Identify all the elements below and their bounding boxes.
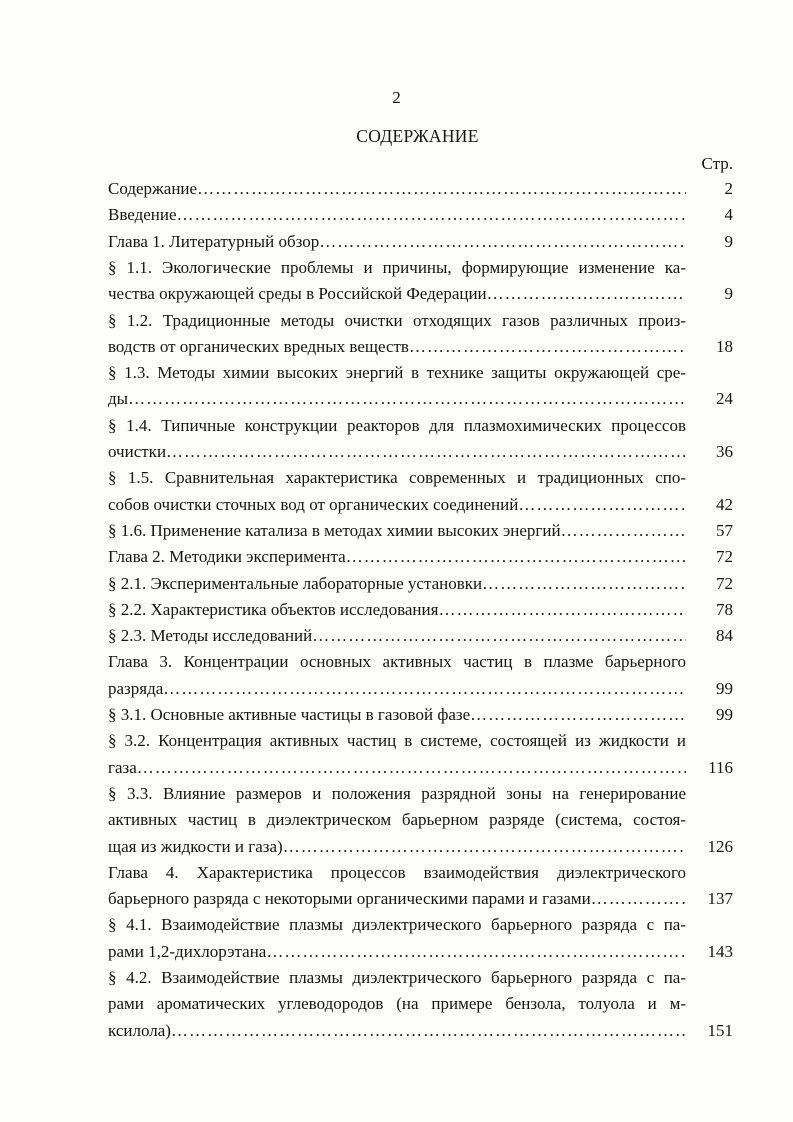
toc-line-text: водств от органических вредных веществ (108, 336, 409, 356)
toc-line-text: Глава 1. Литературный обзор (108, 231, 320, 251)
toc-leader-dots (487, 283, 686, 305)
toc-line-text: барьерного разряда с некоторыми органическими парами и газами (108, 889, 591, 909)
toc-page-number: 9 (724, 284, 733, 304)
toc-line: § 1.3. Методы химии высоких энергий в технике защиты окружающей сре- (108, 363, 686, 383)
toc-line: § 1.4. Типичные конструкции реакторов для плазмохимических процессов (108, 415, 686, 435)
toc-page-number: 9 (724, 231, 733, 251)
toc-page-number: 143 (707, 941, 733, 961)
page-title: СОДЕРЖАНИЕ (356, 126, 479, 146)
toc-page-number: 24 (716, 389, 733, 409)
toc-leader-dots (128, 388, 686, 410)
toc-line (108, 888, 686, 910)
toc-page-number: 151 (707, 1020, 733, 1040)
toc-line-text: Введение (108, 205, 177, 225)
toc-page-number: 72 (716, 573, 733, 593)
toc-leader-dots (561, 520, 686, 542)
toc-leader-dots (518, 494, 686, 516)
toc-leader-dots (319, 231, 686, 253)
toc-line (108, 204, 686, 226)
toc-line-text: ды (108, 389, 129, 409)
toc-line-text: § 1.6. Применение катализа в методах химии высоких энергий (108, 520, 561, 540)
toc-line (108, 178, 686, 200)
toc-leader-dots (312, 625, 686, 647)
toc-leader-dots (438, 599, 686, 621)
toc-page-number: 57 (716, 520, 733, 540)
toc-line (108, 625, 686, 647)
toc-line: § 1.1. Экологические проблемы и причины, формирующие изменение ка- (108, 257, 686, 277)
toc-page-number: 78 (716, 599, 733, 619)
toc-page-number: 42 (716, 494, 733, 514)
toc-line: § 4.2. Взаимодействие плазмы диэлектрического барьерного разряда с па- (108, 968, 686, 987)
toc-line (108, 336, 686, 358)
toc-line (108, 704, 686, 726)
toc-page-number: 2 (724, 179, 733, 198)
toc-line: § 1.2. Традиционные методы очистки отходящих газов различных произ- (108, 310, 686, 330)
toc-line: § 3.3. Влияние размеров и положения разрядной зоны на генерирование (108, 783, 686, 803)
toc-page-number: 36 (716, 442, 733, 461)
toc-leader-dots (346, 546, 686, 568)
toc-line: Глава 4. Характеристика процессов взаимодействия диэлектрического (108, 862, 686, 882)
toc-leader-dots (163, 678, 686, 700)
toc-line-text: щая из жидкости и газа) (108, 836, 283, 856)
toc-line-text: газа (108, 757, 137, 777)
toc-line: § 4.1. Взаимодействие плазмы диэлектрического барьерного разряда с па- (108, 915, 686, 935)
toc-line-text: § 2.3. Методы исследований (108, 626, 313, 646)
toc-line (108, 573, 686, 595)
toc-leader-dots (266, 941, 686, 963)
toc-line-text: § 2.2. Характеристика объектов исследования (108, 599, 439, 619)
toc-line: § 3.2. Концентрация активных частиц в системе, состоящей из жидкости и (108, 731, 686, 751)
toc-line (108, 520, 686, 542)
toc-line (108, 283, 686, 305)
toc-leader-dots (177, 204, 686, 226)
toc-line (108, 546, 686, 568)
toc-leader-dots (409, 336, 686, 358)
toc-page-number: 18 (716, 336, 733, 356)
toc-leader-dots (591, 888, 686, 910)
toc-line-text: чества окружающей среды в Российской Федерации (108, 284, 487, 304)
toc-line (108, 1020, 686, 1042)
toc-line-text: разряда (108, 678, 164, 698)
toc-line (108, 941, 686, 963)
toc-line: активных частиц в диэлектрическом барьерном разряде (система, состоя- (108, 810, 686, 830)
toc-line (108, 678, 686, 700)
toc-line (108, 388, 686, 410)
toc-page-number: 116 (708, 757, 733, 777)
toc-line: Глава 3. Концентрации основных активных частиц в плазме барьерного (108, 652, 686, 672)
toc-line: рами ароматических углеводородов (на примере бензола, толуола и м- (108, 994, 686, 1014)
toc-line-text: Глава 2. Методики эксперимента (108, 547, 346, 567)
toc-line (108, 836, 686, 858)
toc-line (108, 231, 686, 253)
toc-line-text: очистки (108, 442, 167, 461)
toc-page-number: 99 (716, 678, 733, 698)
toc-page-number: 126 (707, 836, 733, 856)
toc-leader-dots (197, 178, 686, 200)
toc-leader-dots (482, 573, 686, 595)
toc-page-number: 4 (724, 205, 733, 225)
toc-line (108, 599, 686, 621)
toc-leader-dots (166, 441, 686, 463)
toc-line (108, 494, 686, 516)
toc-line (108, 441, 686, 463)
toc-line (108, 757, 686, 779)
toc-line: § 1.5. Сравнительная характеристика современных и традиционных спо- (108, 468, 686, 488)
toc-line-text: собов очистки сточных вод от органических соединений (108, 494, 519, 514)
page-column-header: Стр. (701, 154, 733, 173)
toc-page-number: 137 (707, 889, 733, 909)
toc-leader-dots (171, 1020, 686, 1042)
page-number: 2 (392, 88, 401, 107)
toc-page-number: 72 (716, 547, 733, 567)
toc-line-text: § 3.1. Основные активные частицы в газовой фазе (108, 705, 471, 724)
toc-leader-dots (137, 757, 686, 779)
toc-line-text: рами 1,2-дихлорэтана (108, 941, 267, 961)
toc-line-text: § 2.1. Экспериментальные лабораторные установки (108, 573, 483, 593)
toc-line-text: Содержание (108, 179, 198, 198)
toc-page-number: 84 (716, 626, 733, 646)
toc-page-number: 99 (716, 705, 733, 724)
toc-leader-dots (470, 704, 686, 726)
toc-leader-dots (283, 836, 686, 858)
toc-line-text: ксилола) (108, 1020, 171, 1040)
